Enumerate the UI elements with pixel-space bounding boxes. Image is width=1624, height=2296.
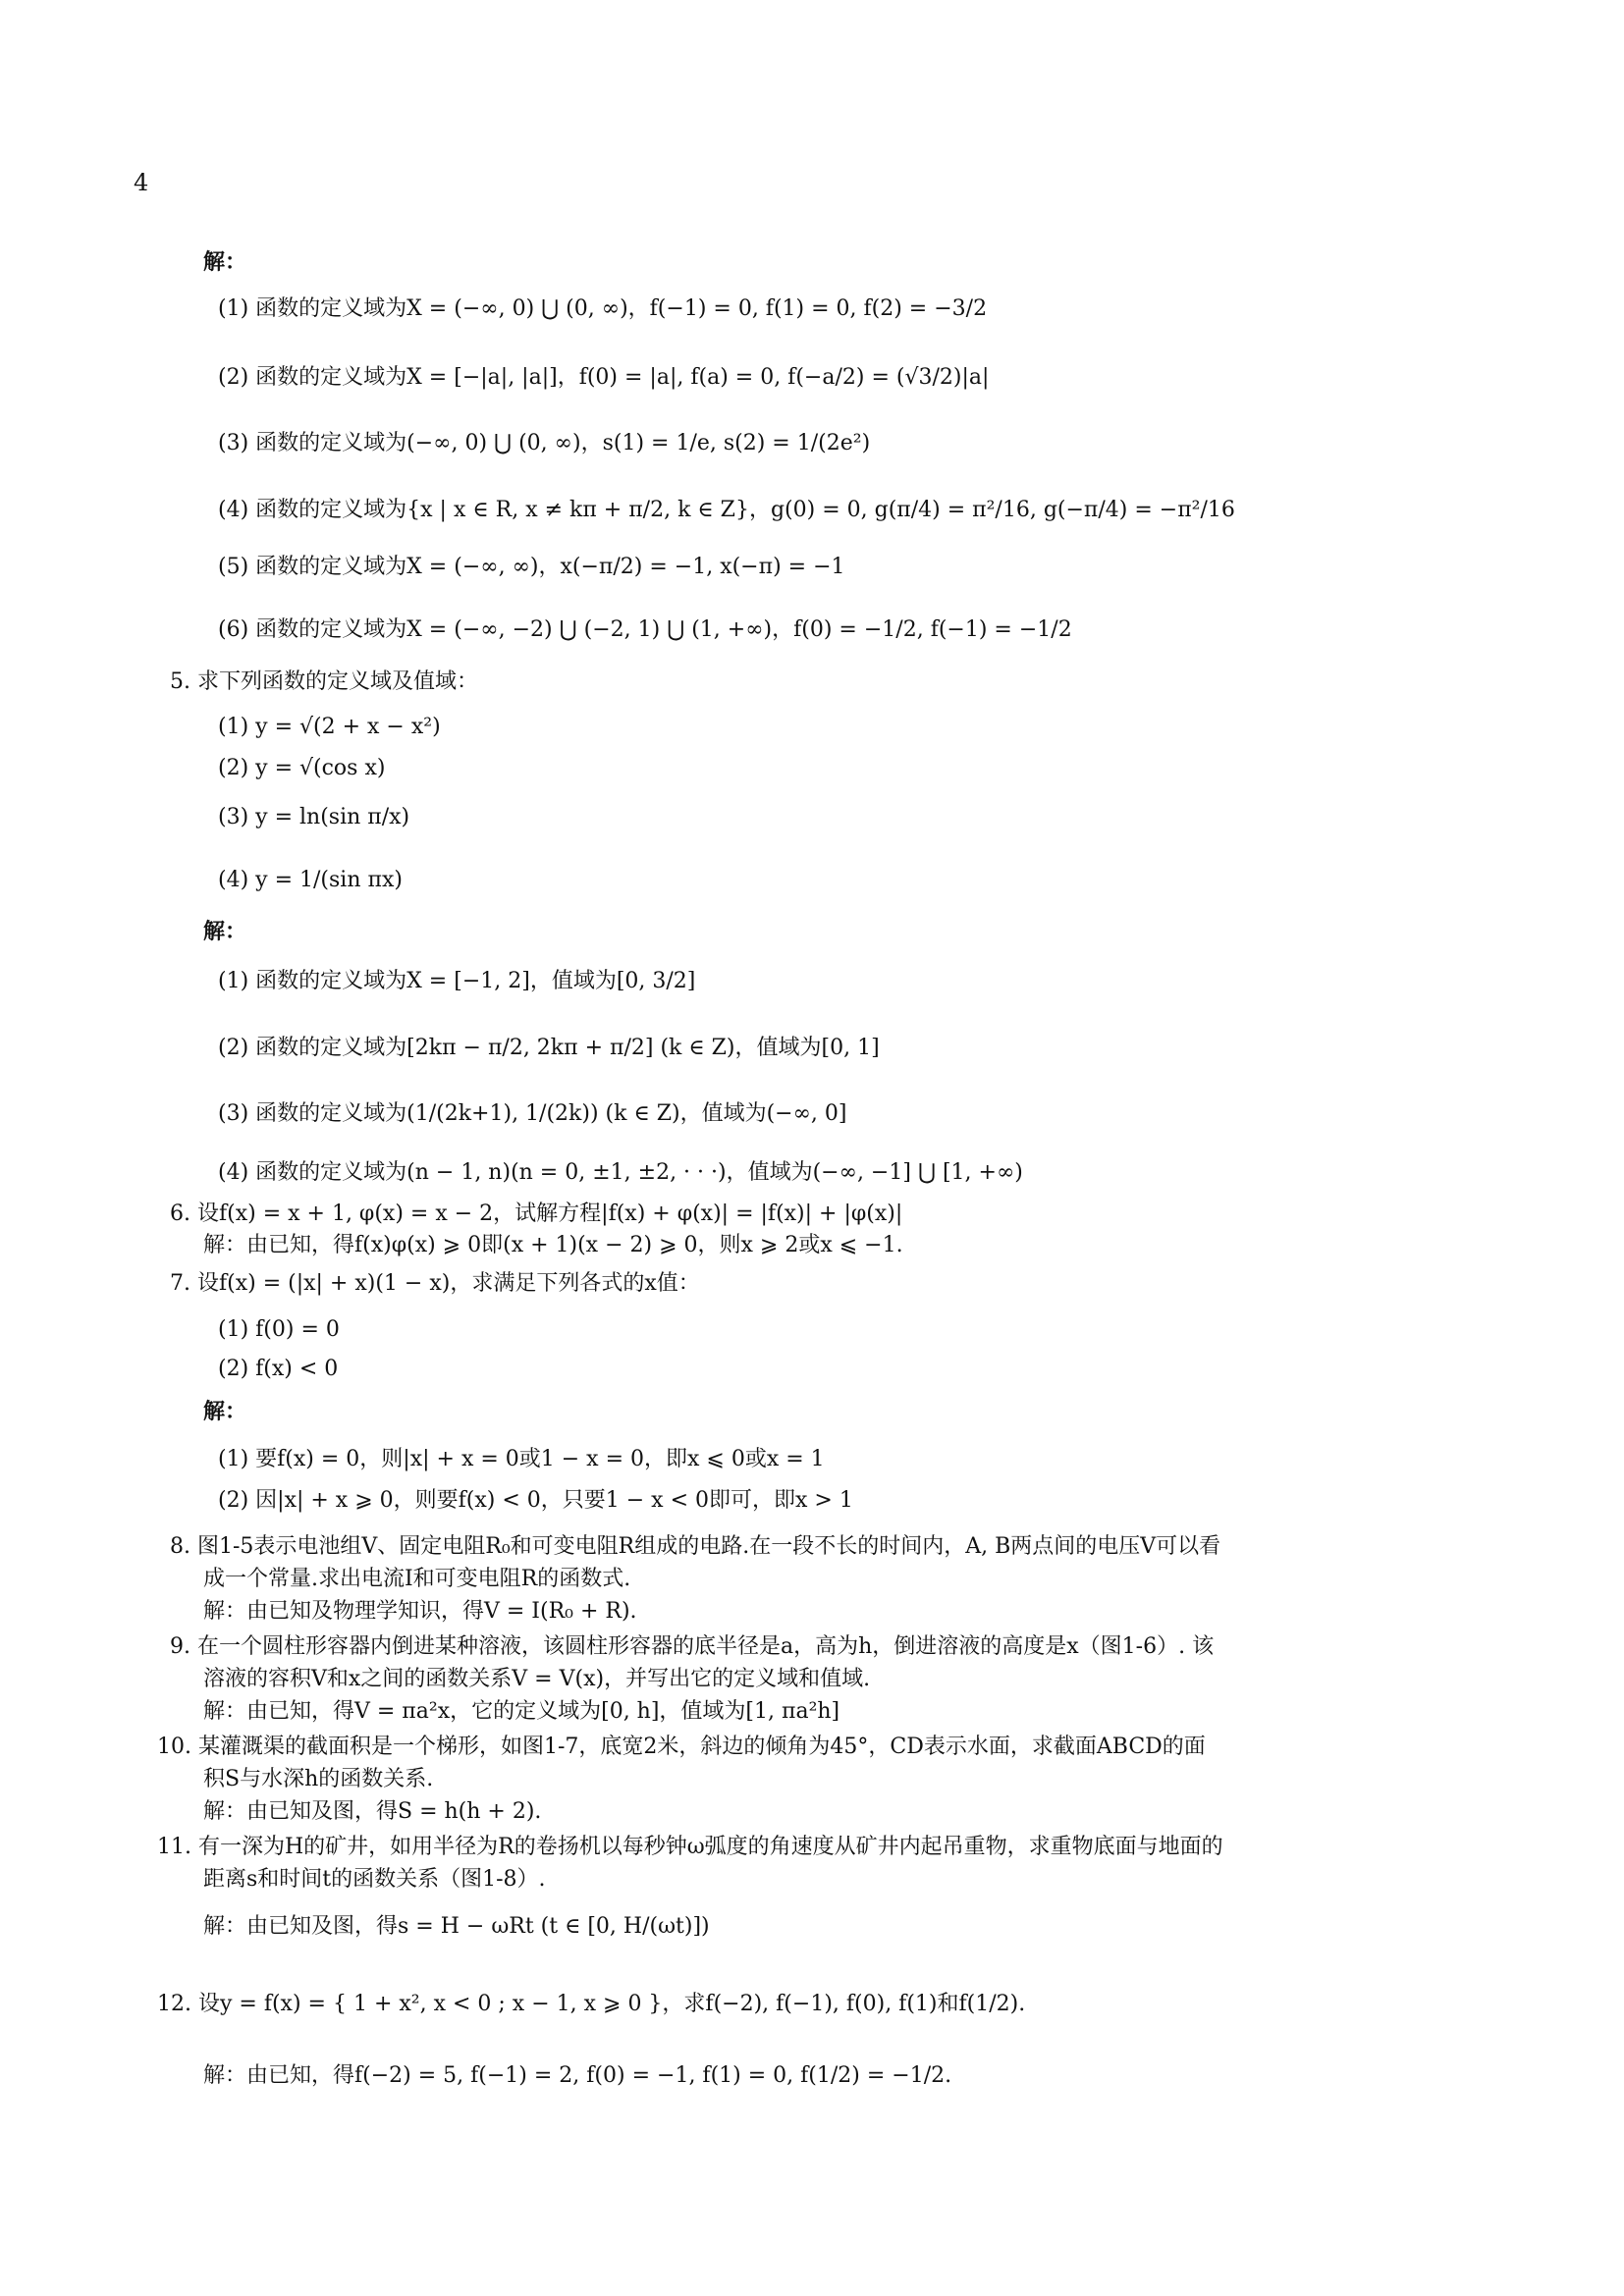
text-line: 解：由已知，得f(x)φ(x) ⩾ 0即(x + 1)(x − 2) ⩾ 0，则x ⩾ 2或x ⩽ −1. [203, 1233, 903, 1257]
text-line: (1) f(0) = 0 [218, 1317, 340, 1342]
text-line: 解： [203, 249, 247, 275]
text-line: 11. 有一深为H的矿井，如用半径为R的卷扬机以每秒钟ω弧度的角速度从矿井内起吊重物，求重物底面与地面的 [157, 1835, 1223, 1859]
text-line: (1) 函数的定义域为X = (−∞, 0) ⋃ (0, ∞)，f(−1) = 0, f(1) = 0, f(2) = −3/2 [218, 296, 988, 321]
text-line: (2) 函数的定义域为[2kπ − π/2, 2kπ + π/2] (k ∈ Z)，值域为[0, 1] [218, 1036, 880, 1060]
text-line: 解：由已知，得f(−2) = 5, f(−1) = 2, f(0) = −1, f(1) = 0, f(1/2) = −1/2. [203, 2063, 952, 2088]
text-line: 5. 求下列函数的定义域及值域： [170, 669, 478, 694]
text-line: 成一个常量.求出电流I和可变电阻R的函数式. [203, 1567, 631, 1591]
text-line: (2) 函数的定义域为X = [−|a|, |a|]，f(0) = |a|, f(a) = 0, f(−a/2) = (√3/2)|a| [218, 365, 990, 390]
text-line: (2) 因|x| + x ⩾ 0，则要f(x) < 0，只要1 − x < 0即可，即x > 1 [218, 1488, 853, 1513]
text-line: (4) y = 1/(sin πx) [218, 868, 403, 892]
text-line: (4) 函数的定义域为(n − 1, n)(n = 0, ±1, ±2, · · ·)，值域为(−∞, −1] ⋃ [1, +∞) [218, 1160, 1023, 1185]
text-line: 9. 在一个圆柱形容器内倒进某种溶液，该圆柱形容器的底半径是a，高为h，倒进溶液的高度是x（图1-6）. 该 [170, 1634, 1215, 1659]
text-line: 解：由已知，得V = πa²x，它的定义域为[0, h]，值域为[1, πa²h] [203, 1699, 840, 1724]
text-line: (3) y = ln(sin π/x) [218, 805, 410, 829]
text-line: 7. 设f(x) = (|x| + x)(1 − x)，求满足下列各式的x值： [170, 1271, 700, 1296]
text-line: (3) 函数的定义域为(1/(2k+1), 1/(2k)) (k ∈ Z)，值域为(−∞, 0] [218, 1101, 847, 1126]
text-line: (1) 要f(x) = 0，则|x| + x = 0或1 − x = 0，即x ⩽ 0或x = 1 [218, 1447, 825, 1471]
text-line: 积S与水深h的函数关系. [203, 1767, 434, 1791]
text-line: 解：由已知及图，得s = H − ωRt (t ∈ [0, H/(ωt)]) [203, 1914, 710, 1939]
text-line: (4) 函数的定义域为{x | x ∈ R, x ≠ kπ + π/2, k ∈ Z}，g(0) = 0, g(π/4) = π²/16, g(−π/4) = −π²/16 [218, 498, 1235, 522]
text-line: 溶液的容积V和x之间的函数关系V = V(x)，并写出它的定义域和值域. [203, 1667, 871, 1691]
text-line: 解： [203, 1399, 247, 1424]
text-line: 8. 图1-5表示电池组V、固定电阻R₀和可变电阻R组成的电路.在一段不长的时间内，A, B两点间的电压V可以看 [170, 1534, 1221, 1559]
text-line: 解： [203, 919, 247, 944]
text-line: 6. 设f(x) = x + 1, φ(x) = x − 2，试解方程|f(x) + φ(x)| = |f(x)| + |φ(x)| [170, 1201, 903, 1226]
text-line: (5) 函数的定义域为X = (−∞, ∞)，x(−π/2) = −1, x(−π) = −1 [218, 555, 845, 579]
page-number: 4 [134, 169, 149, 196]
text-line: 解：由已知及物理学知识，得V = I(R₀ + R). [203, 1599, 637, 1624]
text-line: 12. 设y = f(x) = { 1 + x², x < 0 ; x − 1, x ⩾ 0 }，求f(−2), f(−1), f(0), f(1)和f(1/2). [157, 1992, 1026, 2016]
text-line: (6) 函数的定义域为X = (−∞, −2) ⋃ (−2, 1) ⋃ (1, +∞)，f(0) = −1/2, f(−1) = −1/2 [218, 617, 1072, 642]
text-line: (2) y = √(cos x) [218, 756, 386, 780]
text-line: (3) 函数的定义域为(−∞, 0) ⋃ (0, ∞)，s(1) = 1/e, s(2) = 1/(2e²) [218, 431, 871, 455]
text-line: 10. 某灌溉渠的截面积是一个梯形，如图1-7，底宽2米，斜边的倾角为45°，CD表示水面，求截面ABCD的面 [157, 1735, 1206, 1759]
text-line: 距离s和时间t的函数关系（图1-8）. [203, 1867, 546, 1892]
text-line: (2) f(x) < 0 [218, 1357, 339, 1381]
text-line: (1) y = √(2 + x − x²) [218, 715, 441, 739]
text-line: 解：由已知及图，得S = h(h + 2). [203, 1799, 542, 1824]
text-line: (1) 函数的定义域为X = [−1, 2]，值域为[0, 3/2] [218, 969, 696, 993]
